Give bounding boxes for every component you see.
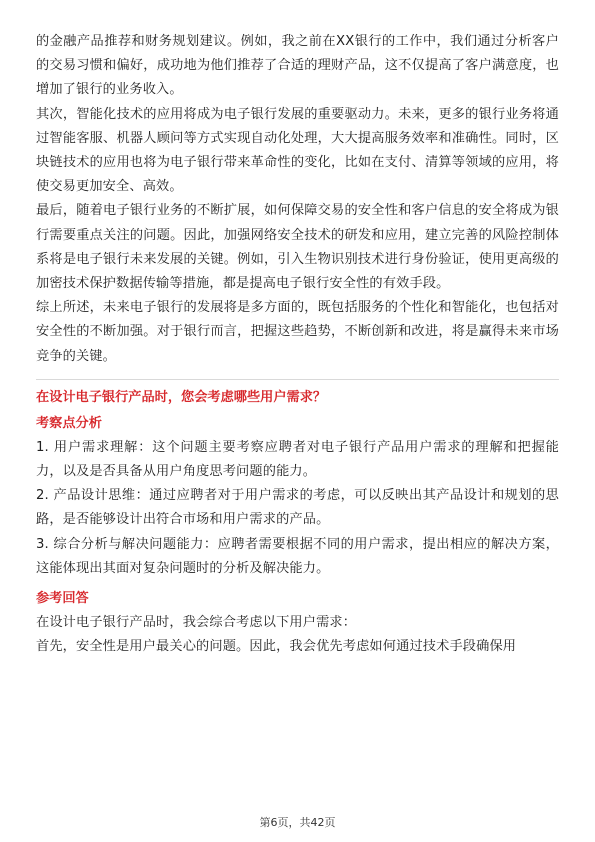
answer-paragraph: 其次，智能化技术的应用将成为电子银行发展的重要驱动力。未来，更多的银行业务将通过智能客服、机器人顾问等方式实现自动化处理，大大提高服务效率和准确性。同时，区块链技术的应用也将为电子银行带来革命性的变化，比如在支付、清算等领域的应用，将使交易更加安全、高效。 [36, 106, 559, 195]
document-body [36, 30, 559, 659]
reference-paragraph: 在设计电子银行产品时，我会综合考虑以下用户需求： [36, 615, 357, 631]
page-number: 第6页，共42页 [259, 816, 336, 829]
analysis-heading: 考察点分析 [36, 415, 102, 431]
analysis-point: 2. 产品设计思维：通过应聘者对于用户需求的考虑，可以反映出其产品设计和规划的思路，是否能够设计出符合市场和用户需求的产品。 [36, 488, 559, 528]
reference-paragraph: 首先，安全性是用户最关心的问题。因此，我会优先考虑如何通过技术手段确保用 [36, 639, 517, 655]
answer-paragraph: 综上所述，未来电子银行的发展将是多方面的，既包括服务的个性化和智能化，也包括对安全性的不断加强。对于银行而言，把握这些趋势，不断创新和改进，将是赢得未来市场竞争的关键。 [36, 300, 559, 364]
answer-paragraph: 的金融产品推荐和财务规划建议。例如，我之前在XX银行的工作中，我们通过分析客户的交易习惯和偏好，成功地为他们推荐了合适的理财产品，这不仅提高了客户满意度，也增加了银行的业务收入。 [36, 34, 559, 98]
section-divider [36, 379, 559, 380]
analysis-point: 3. 综合分析与解决问题能力：应聘者需要根据不同的用户需求，提出相应的解决方案，这能体现出其面对复杂问题时的分析及解决能力。 [36, 536, 559, 576]
question-title: 在设计电子银行产品时，您会考虑哪些用户需求？ [36, 389, 327, 405]
answer-paragraph: 最后，随着电子银行业务的不断扩展，如何保障交易的安全性和客户信息的安全将成为银行需要重点关注的问题。因此，加强网络安全技术的研发和应用，建立完善的风险控制体系将是电子银行未来发展的关键。例如，引入生物识别技术进行身份验证，使用更高级的加密技术保护数据传输等措施，都是提高电子银行安全性的有效手段。 [36, 203, 559, 292]
analysis-point: 1. 用户需求理解：这个问题主要考察应聘者对电子银行产品用户需求的理解和把握能力，以及是否具备从用户角度思考问题的能力。 [36, 439, 559, 480]
reference-heading: 参考回答 [36, 591, 89, 607]
